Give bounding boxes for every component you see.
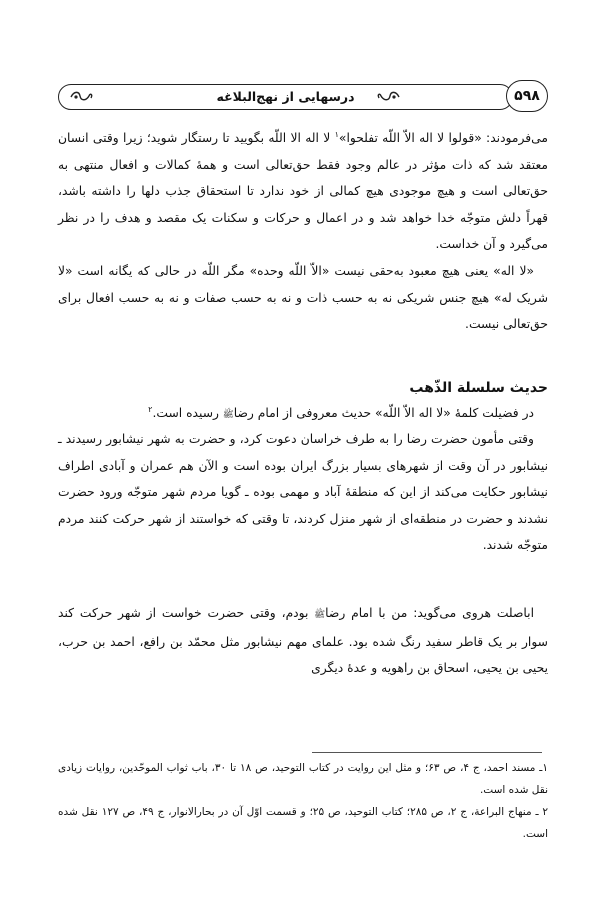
page-number: ۵۹۸ [506, 80, 548, 112]
paragraph-text: «لا اله» یعنی هیچ معبود به‌حقی نیست «الاّ اللّه وحده» مگر اللّه در حالی که یگانه است «لا شریک له» هیچ جنس شریکی نه به حسب ذات و نه به حسب صفات و نه به حسب افعال برای حق‌تعالی نیست. [58, 264, 548, 332]
footnote-ref: ۱ [334, 129, 339, 139]
running-title: درسهایی از نهج‌البلاغه [216, 89, 355, 104]
paragraph [58, 258, 548, 338]
paragraph-text: لا اله الا اللّه بگویید تا رستگار شوید؛ زیرا وقتی انسان معتقد شد که ذات مؤثر در عالم وجود فقط حق‌تعالی است و همهٔ کمالات و افعال منتهی به حق‌تعالی است و هیچ موجودی هیچ کمالی از خود ندارد تا استحقاق جذب دلها را داشته باشد، قهراً دلش متوجّه خدا خواهد شد و در اعمال و حرکات و سکنات یک مقصد و هدف را در نظر می‌گیرد و آن خداست. [58, 131, 548, 252]
paragraph-text: بودم، وقتی حضرت خواست از شهر حرکت کند سوار بر یک قاطر سفید رنگ شده بود. علمای مهم نیشابور مثل محمّد بن رافع، احمد بن حرب، یحیی بن یحیی، اسحاق بن راهویه و عدهٔ دیگری [58, 606, 548, 676]
paragraph [58, 400, 548, 429]
paragraph [58, 125, 548, 258]
paragraph [58, 600, 548, 682]
paragraph-text: وقتی مأمون حضرت رضا را به طرف خراسان دعوت کرد، و حضرت به شهر نیشابور رسیدند ـ نیشابور در آن وقت از شهرهای بسیار بزرگ ایران بوده است و الآن هم عمران و آبادی اطراف نیشابور حکایت می‌کند از این که منطقهٔ آباد و مهمی بوده ـ گویا مردم شهر متوجّه ورود حضرت نشدند و حضرت در منطقه‌ای از شهر منزل کردند، تا وقتی که خواستند از شهر حرکت کنند مردم متوجّه شدند. [58, 432, 548, 553]
paragraph-text: می‌فرمودند: «قولوا لا اله الاّ اللّه تفلحوا» [338, 131, 548, 145]
footnotes [58, 758, 548, 846]
footnote-divider [312, 752, 542, 753]
paragraph-text: رسیده است. [152, 406, 223, 420]
paragraph-text: اباصلت هروی می‌گوید: من با امام رضا [325, 606, 534, 620]
section-heading: حدیث سلسلة الذّهب [409, 380, 548, 396]
footnote: ۱ـ مسند احمد، ج ۴، ص ۶۳؛ و مثل این روایت در کتاب التوحید، ص ۱۸ تا ۳۰، باب ثواب الموحّدین، روایات زیادی نقل شده است. [58, 762, 548, 796]
footnote-ref: ۲ [148, 404, 153, 414]
paragraph [58, 426, 548, 559]
honorific-glyph: ﷺ [222, 410, 234, 420]
paragraph-text: در فضیلت کلمهٔ «لا اله الاّ اللّه» حدیث معروفی از امام رضا [233, 406, 534, 420]
footnote: ۲ ـ منهاج البراعة، ج ۲، ص ۲۸۵؛ کتاب التوحید، ص ۲۵؛ و قسمت اوّل آن در بحارالانوار، ج ۴۹، ص ۱۲۷ نقل شده است. [58, 806, 548, 840]
honorific-glyph: ﷺ [314, 610, 326, 620]
running-header [58, 78, 548, 114]
